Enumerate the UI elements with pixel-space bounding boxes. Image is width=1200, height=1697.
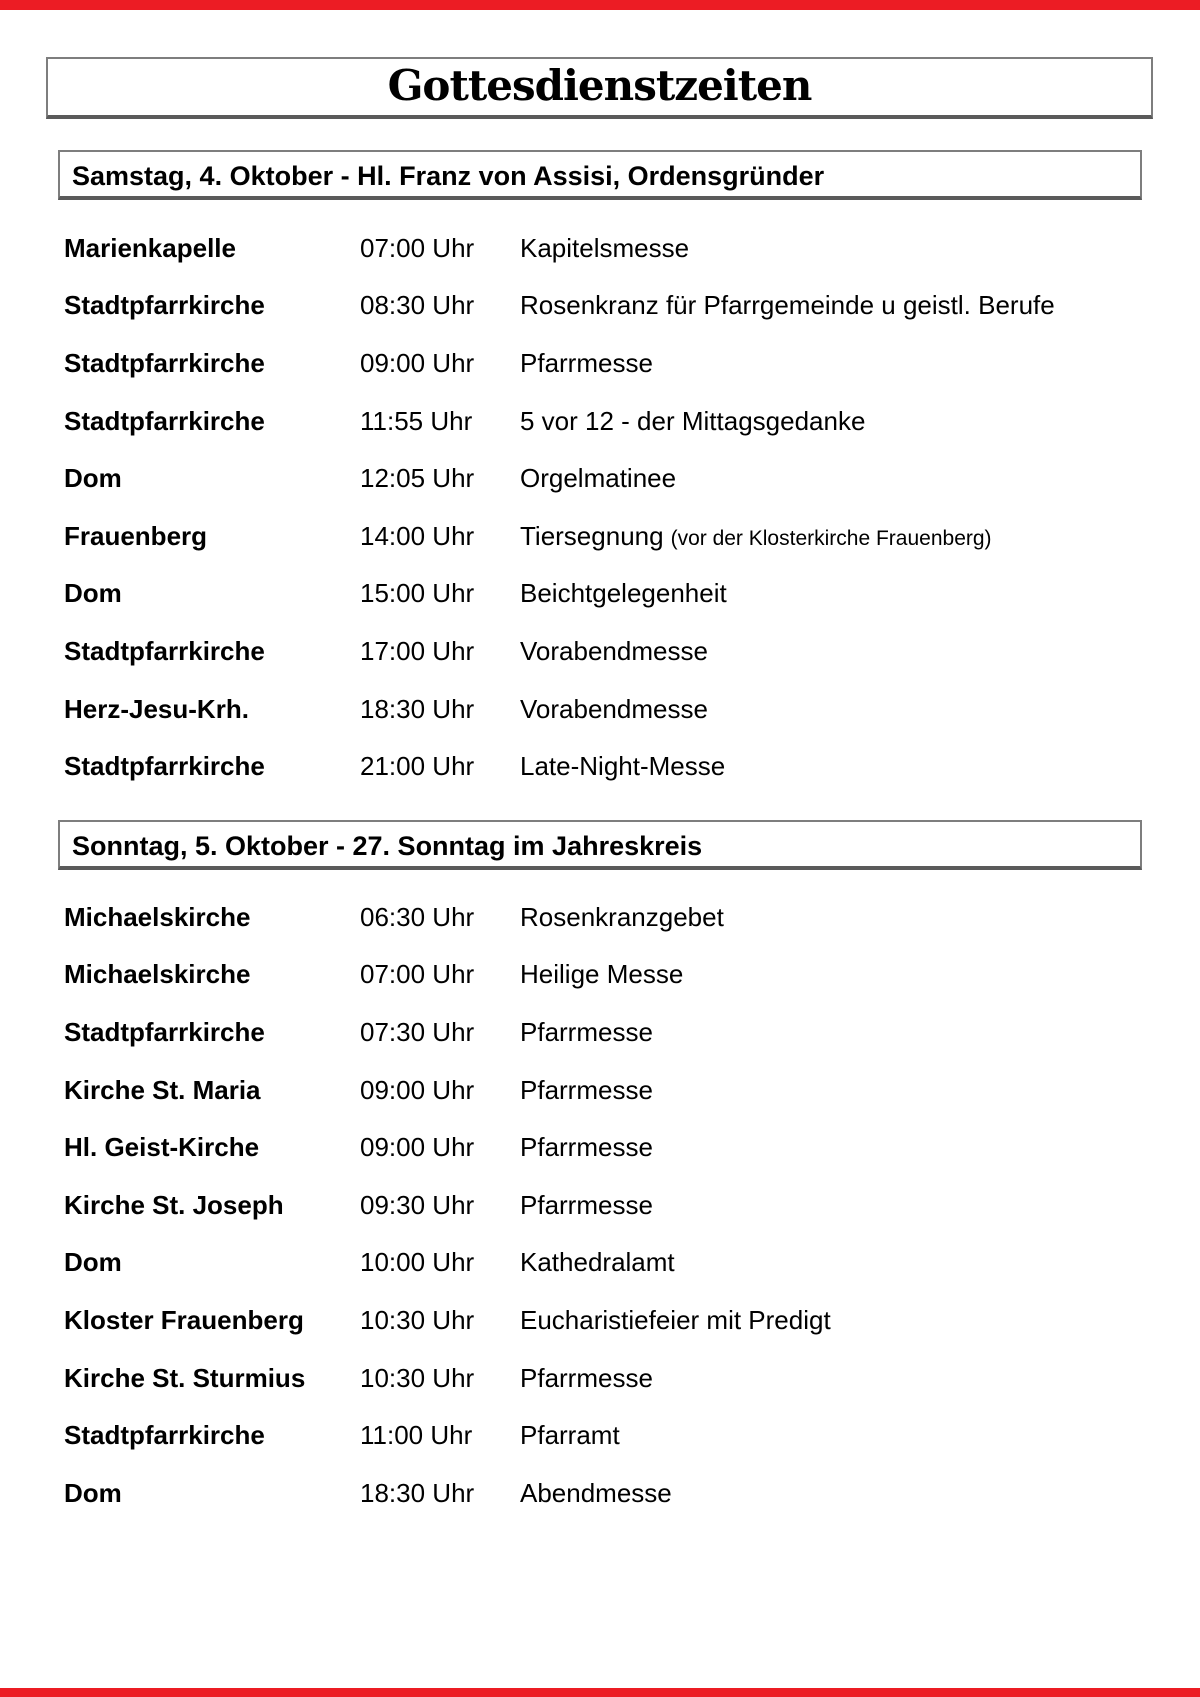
table-row (64, 737, 1174, 795)
row-location: Stadtpfarrkirche (64, 751, 265, 782)
row-service-name: Tiersegnung (520, 520, 664, 551)
table-row (64, 1234, 1174, 1292)
row-location: Hl. Geist-Kirche (64, 1132, 260, 1163)
row-location: Dom (64, 578, 122, 609)
table-row (64, 1003, 1174, 1061)
row-service (520, 1420, 1174, 1451)
table-row (64, 1291, 1174, 1349)
row-location: Kloster Frauenberg (64, 1304, 304, 1335)
section-header-label: Sonntag, 5. Oktober - 27. Sonntag im Jahreskreis (72, 830, 703, 861)
row-location: Frauenberg (64, 520, 208, 551)
row-location: Dom (64, 1477, 122, 1508)
row-time: 08:30 Uhr (360, 290, 475, 321)
row-location: Stadtpfarrkirche (64, 290, 265, 321)
row-location: Stadtpfarrkirche (64, 405, 265, 436)
table-row (64, 946, 1174, 1004)
row-service-name: Rosenkranzgebet (520, 901, 724, 932)
row-service (520, 405, 1174, 436)
row-location: Kirche St. Sturmius (64, 1362, 306, 1393)
row-time: 07:30 Uhr (360, 1016, 475, 1047)
row-time: 14:00 Uhr (360, 520, 475, 551)
row-service-name: Kathedralamt (520, 1247, 675, 1278)
row-service (520, 232, 1174, 263)
row-location: Marienkapelle (64, 232, 236, 263)
row-time: 07:00 Uhr (360, 959, 475, 990)
table-row (64, 449, 1174, 507)
sunday-schedule-table (64, 888, 1174, 1522)
saturday-schedule-table (64, 219, 1174, 795)
row-service (520, 751, 1174, 782)
row-service-name: Late-Night-Messe (520, 751, 726, 782)
row-time: 21:00 Uhr (360, 751, 475, 782)
row-service-name: Pfarrmesse (520, 1362, 653, 1393)
row-service (520, 693, 1174, 724)
row-time: 09:00 Uhr (360, 1132, 475, 1163)
row-service (520, 347, 1174, 378)
table-row (64, 277, 1174, 335)
table-row (64, 334, 1174, 392)
table-row (64, 392, 1174, 450)
table-row (64, 1406, 1174, 1464)
top-red-bar (0, 0, 1200, 10)
row-service (520, 1132, 1174, 1163)
row-service-name: Rosenkranz für Pfarrgemeinde u geistl. Berufe (520, 290, 1055, 321)
bottom-red-bar (0, 1688, 1200, 1697)
row-service (520, 1304, 1174, 1335)
row-service (520, 1016, 1174, 1047)
row-service-name: Pfarrmesse (520, 1016, 653, 1047)
row-time: 18:30 Uhr (360, 693, 475, 724)
row-service-name: Pfarrmesse (520, 1074, 653, 1105)
row-service (520, 959, 1174, 990)
row-time: 09:30 Uhr (360, 1189, 475, 1220)
row-service (520, 520, 1174, 551)
row-location: Michaelskirche (64, 959, 251, 990)
row-service (520, 1189, 1174, 1220)
table-row (64, 680, 1174, 738)
row-service-name: Kapitelsmesse (520, 232, 690, 263)
row-service-name: Pfarrmesse (520, 1132, 653, 1163)
page-title-box (46, 57, 1153, 119)
row-time: 18:30 Uhr (360, 1477, 475, 1508)
row-location: Kirche St. Joseph (64, 1189, 284, 1220)
row-service-name: Pfarramt (520, 1420, 620, 1451)
row-service (520, 578, 1174, 609)
row-time: 06:30 Uhr (360, 901, 475, 932)
section-header-saturday (58, 150, 1142, 200)
table-row (64, 565, 1174, 623)
row-time: 12:05 Uhr (360, 463, 475, 494)
table-row (64, 1061, 1174, 1119)
row-location: Stadtpfarrkirche (64, 347, 265, 378)
row-service (520, 1477, 1174, 1508)
row-location: Michaelskirche (64, 901, 251, 932)
row-time: 09:00 Uhr (360, 1074, 475, 1105)
row-location: Kirche St. Maria (64, 1074, 261, 1105)
row-location: Dom (64, 463, 122, 494)
row-service (520, 1247, 1174, 1278)
row-service-name: Vorabendmesse (520, 693, 708, 724)
table-row (64, 888, 1174, 946)
row-service (520, 1074, 1174, 1105)
row-location: Herz-Jesu-Krh. (64, 693, 249, 724)
row-service-name: Vorabendmesse (520, 635, 708, 666)
row-service (520, 463, 1174, 494)
row-time: 07:00 Uhr (360, 232, 475, 263)
row-service-name: 5 vor 12 - der Mittagsgedanke (520, 405, 866, 436)
row-service (520, 635, 1174, 666)
row-service-name: Beichtgelegenheit (520, 578, 727, 609)
row-time: 09:00 Uhr (360, 347, 475, 378)
row-service (520, 901, 1174, 932)
row-time: 15:00 Uhr (360, 578, 475, 609)
row-time: 11:55 Uhr (360, 405, 473, 436)
section-header-sunday (58, 820, 1142, 870)
row-time: 10:30 Uhr (360, 1304, 475, 1335)
table-row (64, 1349, 1174, 1407)
row-service-name: Eucharistiefeier mit Predigt (520, 1304, 831, 1335)
row-time: 17:00 Uhr (360, 635, 475, 666)
row-time: 10:30 Uhr (360, 1362, 475, 1393)
row-service-name: Pfarrmesse (520, 1189, 653, 1220)
table-row (64, 1118, 1174, 1176)
row-location: Dom (64, 1247, 122, 1278)
row-service-name: Pfarrmesse (520, 347, 653, 378)
row-time: 11:00 Uhr (360, 1420, 473, 1451)
section-header-label: Samstag, 4. Oktober - Hl. Franz von Assisi, Ordensgründer (72, 160, 825, 191)
table-row (64, 1464, 1174, 1522)
row-service (520, 1362, 1174, 1393)
table-row (64, 1176, 1174, 1234)
row-service-name: Abendmesse (520, 1477, 672, 1508)
row-service-name: Heilige Messe (520, 959, 684, 990)
row-time: 10:00 Uhr (360, 1247, 475, 1278)
table-row (64, 219, 1174, 277)
row-service-name: Orgelmatinee (520, 463, 677, 494)
page-title: Gottesdienstzeiten (387, 61, 812, 110)
row-service (520, 290, 1174, 321)
row-location: Stadtpfarrkirche (64, 1420, 265, 1451)
row-location: Stadtpfarrkirche (64, 635, 265, 666)
table-row (64, 622, 1174, 680)
row-service-note: (vor der Klosterkirche Frauenberg) (670, 526, 992, 550)
row-location: Stadtpfarrkirche (64, 1016, 265, 1047)
table-row (64, 507, 1174, 565)
